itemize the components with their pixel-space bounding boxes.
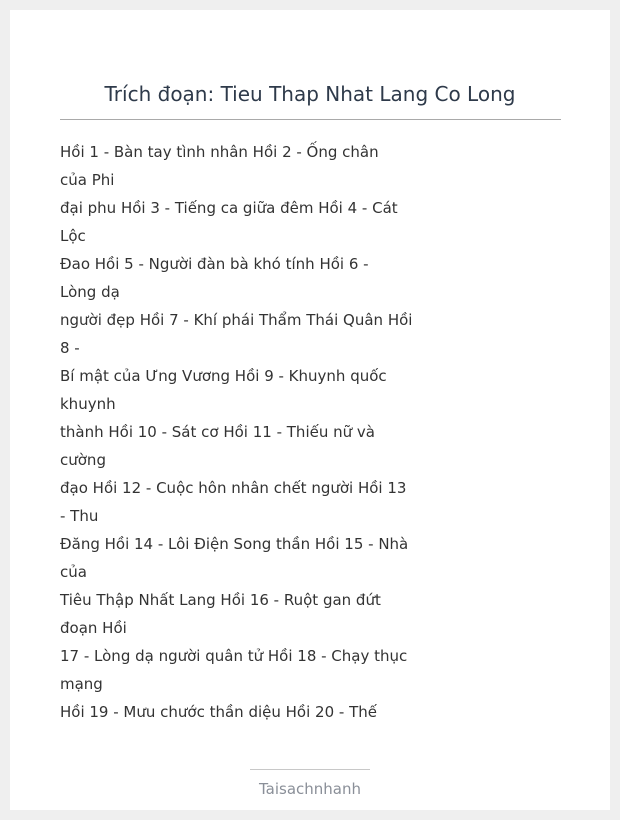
text-line: Đăng Hồi 14 - Lôi Điện Song thần Hồi 15 - Nhà: [60, 535, 409, 553]
text-line: - Thu: [60, 507, 99, 525]
text-line: đoạn Hồi: [60, 619, 127, 637]
text-line: khuynh: [60, 395, 116, 413]
text-line: người đẹp Hồi 7 - Khí phái Thẩm Thái Quân Hồi: [60, 311, 413, 329]
document-page: [10, 10, 610, 810]
text-line: đại phu Hồi 3 - Tiếng ca giữa đêm Hồi 4 - Cát: [60, 199, 398, 217]
text-line: Hồi 1 - Bàn tay tình nhân Hồi 2 - Ống chân: [60, 143, 379, 161]
footer-source: Taisachnhanh: [258, 780, 362, 798]
text-line: của: [60, 563, 87, 581]
text-line: mạng: [60, 675, 103, 693]
text-line: cường: [60, 451, 106, 469]
text-line: Lộc: [60, 227, 86, 245]
text-line: Tiêu Thập Nhất Lang Hồi 16 - Ruột gan đứt: [60, 591, 381, 609]
text-line: 8 -: [60, 339, 80, 357]
text-line: Đao Hồi 5 - Người đàn bà khó tính Hồi 6 -: [60, 255, 369, 273]
text-line: Lòng dạ: [60, 283, 120, 301]
text-line: đạo Hồi 12 - Cuộc hôn nhân chết người Hồi 13: [60, 479, 407, 497]
title-divider: [60, 119, 561, 120]
text-line: Bí mật của Ưng Vương Hồi 9 - Khuynh quốc: [60, 367, 387, 385]
text-line: của Phi: [60, 171, 115, 189]
footer-divider: [250, 769, 370, 770]
text-line: 17 - Lòng dạ người quân tử Hồi 18 - Chạy thục: [60, 647, 408, 665]
chapter-list-text: [60, 138, 420, 726]
page-title: Trích đoạn: Tieu Thap Nhat Lang Co Long: [104, 82, 516, 106]
text-line: thành Hồi 10 - Sát cơ Hồi 11 - Thiếu nữ và: [60, 423, 375, 441]
text-line: Hồi 19 - Mưu chước thần diệu Hồi 20 - Thế: [60, 703, 377, 721]
